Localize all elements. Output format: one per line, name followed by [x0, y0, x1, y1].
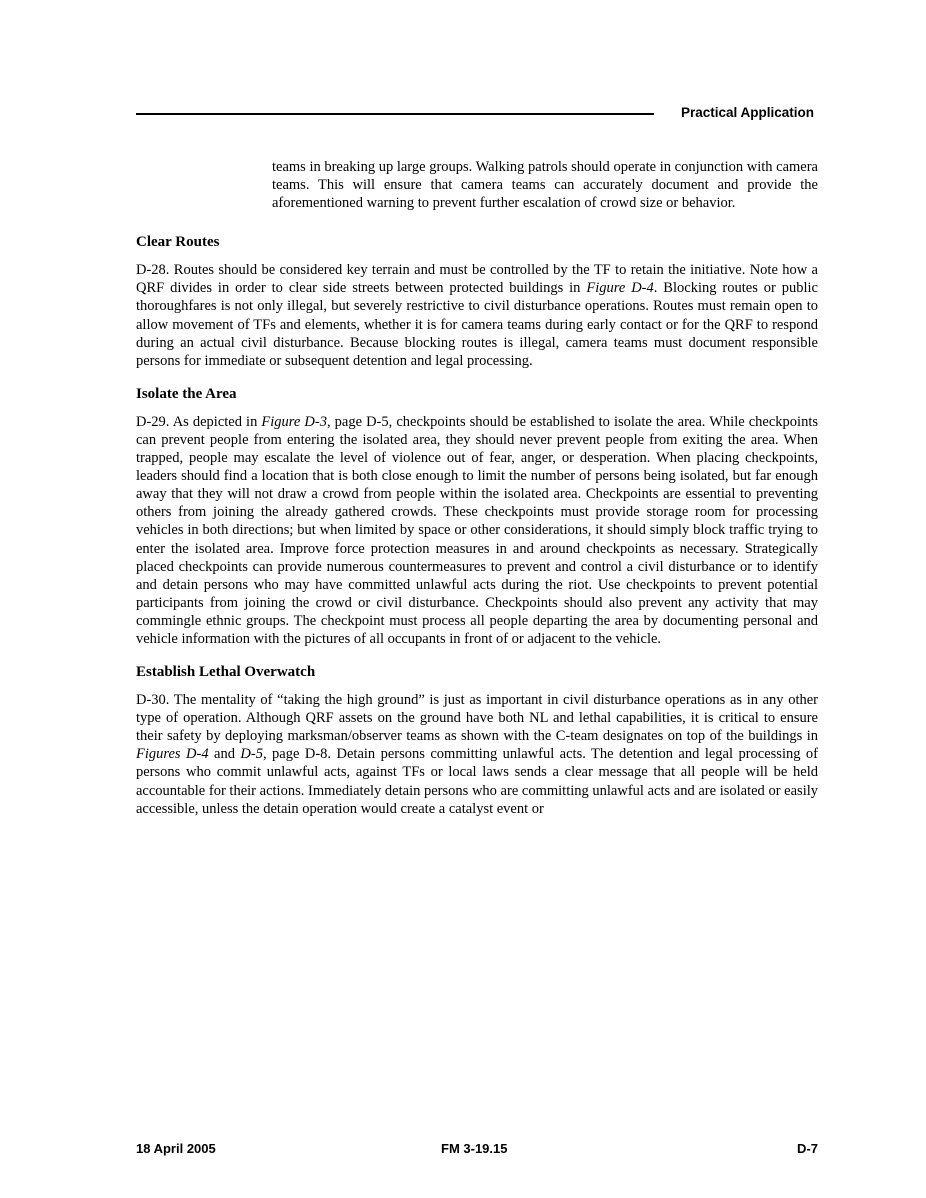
footer-page-number: D-7	[797, 1141, 818, 1156]
header-title: Practical Application	[680, 105, 814, 120]
paragraph-continuation: teams in breaking up large groups. Walking patrols should operate in conjunction with camera teams. This will ensure that camera teams can accurately document and provide the aforementioned warning to prevent further escalation of crowd size or behavior.	[272, 159, 818, 212]
section-establish-lethal-overwatch	[136, 664, 818, 818]
paragraph-d-30: D-30. The mentality of “taking the high ground” is just as important in civil disturbance operations as in any other type of operation. Although QRF assets on the ground have both NL and lethal capabilities, it is critical to ensure their safety by deploying marksman/observer teams as shown with the C-team designates on top of the buildings in Figures D-4 and D-5, page D-8. Detain persons committing unlawful acts. The detention and legal processing of persons who commit unlawful acts, against TFs or local laws sends a clear message that all people will be held accountable for their actions. Immediately detain persons who are committing unlawful acts and are isolated or easily accessible, unless the detain operation would create a catalyst event or	[136, 692, 818, 817]
section-clear-routes	[136, 234, 818, 370]
paragraph-d-29: D-29. As depicted in Figure D-3, page D-5, checkpoints should be established to isolate the area. While checkpoints can prevent people from entering the isolated area, they should never prevent people from exiting the area. When trapped, people may escalate the level of violence out of fear, anger, or desperation. When placing checkpoints, leaders should find a location that is both close enough to limit the number of persons being isolated, but far enough away that they will not draw a crowd from people within the isolated area. Checkpoints are essential to preventing others from joining the already gathered crowds. These checkpoints must provide storage room for processing vehicles in both directions; but when limited by space or other considerations, it should simply block traffic trying to enter the isolated area. Improve force protection measures in and around checkpoints as necessary. Strategically placed checkpoints can provide numerous countermeasures to prevent and control a civil disturbance or to identify and detain persons who may have committed unlawful acts during the riot. Use checkpoints to prevent potential participants from joining the crowd or civil disturbance. Checkpoints should also prevent any activity that may commingle ethnic groups. The checkpoint must process all people departing the area by documenting personal and vehicle information with the pictures of all occupants in front of or adjacent to the vehicle.	[136, 413, 818, 647]
footer-date: 18 April 2005	[136, 1141, 216, 1156]
section-isolate-the-area	[136, 386, 818, 648]
heading-clear-routes: Clear Routes	[136, 234, 220, 251]
footer-publication: FM 3-19.15	[441, 1141, 508, 1156]
paragraph-d-28: D-28. Routes should be considered key terrain and must be controlled by the TF to retain the initiative. Note how a QRF divides in order to clear side streets between protected buildings in Figure D-4. Blocking routes or public thoroughfares is not only illegal, but severely restrictive to civil disturbance operations. Routes must remain open to allow movement of TFs and elements, whether it is for camera teams during early contact or for the QRF to respond during an actual civil disturbance. Because blocking routes is illegal, camera teams must document responsible persons for immediate or subsequent detention and legal processing.	[136, 262, 818, 369]
header-rule	[136, 113, 654, 115]
section-continuation	[136, 158, 818, 212]
heading-isolate-the-area: Isolate the Area	[136, 385, 237, 402]
page-content	[136, 158, 818, 818]
heading-establish-lethal-overwatch: Establish Lethal Overwatch	[136, 664, 316, 681]
